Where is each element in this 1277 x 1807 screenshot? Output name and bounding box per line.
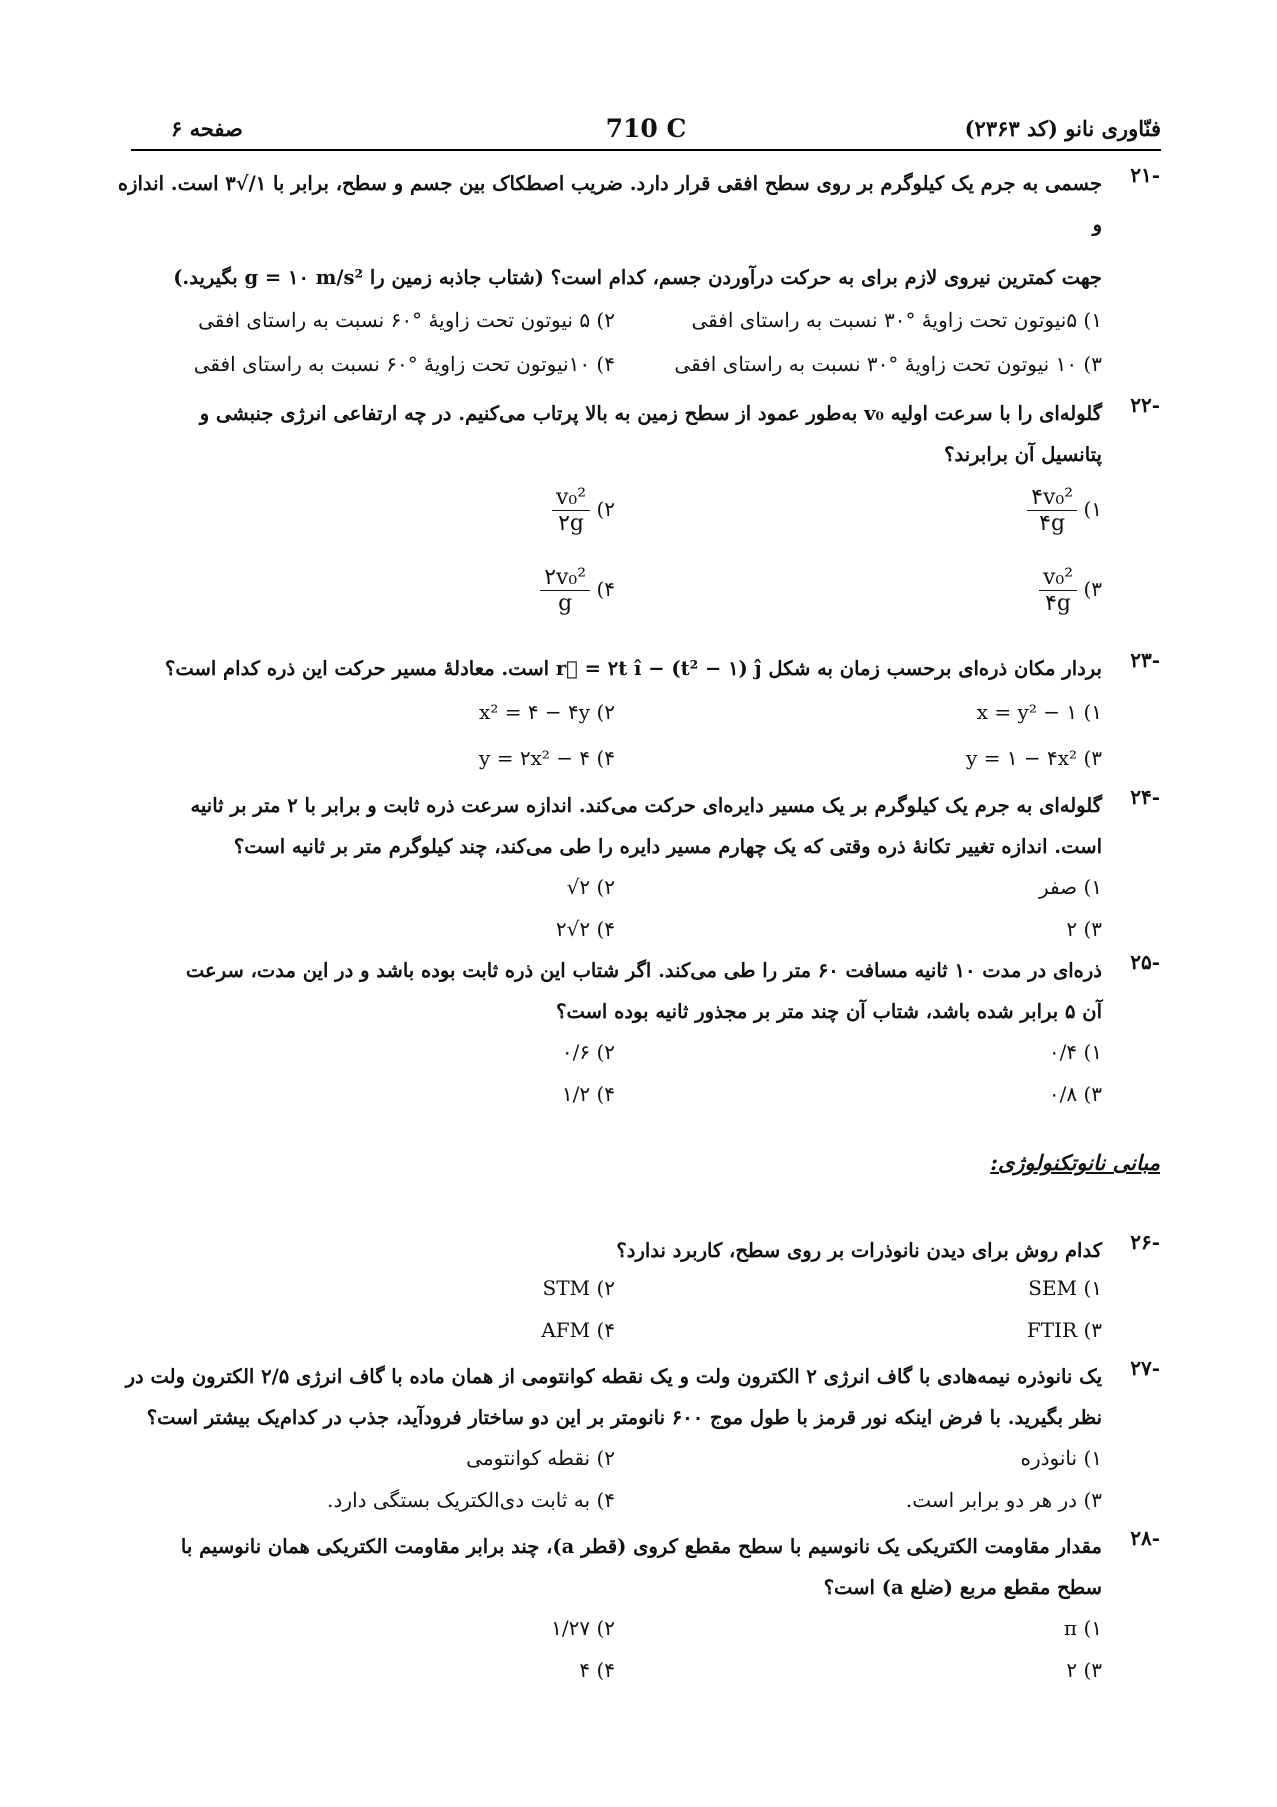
question-24 <box>110 785 1160 867</box>
option-label: ۲) <box>596 700 615 724</box>
question-number: -۲۴ <box>1130 785 1160 809</box>
fraction <box>1039 565 1077 616</box>
fraction-numerator: v₀² <box>552 485 590 511</box>
question-line: گلوله‌ای به جرم یک کیلوگرم بر یک مسیر دایره‌ای حرکت می‌کند. اندازه سرعت ذره ثابت و برابر با ۲ متر بر ثانیه <box>190 794 1102 817</box>
question-text <box>110 950 1102 1032</box>
option-expression: y = ۲x² − ۴ <box>479 746 591 770</box>
option-expression: SEM <box>1028 1276 1078 1300</box>
question-28 <box>110 1526 1160 1608</box>
option-1[interactable] <box>1027 485 1102 536</box>
page-number: صفحه ۶ <box>171 116 243 141</box>
question-21 <box>110 163 1160 298</box>
option-label: ۴) <box>596 1488 615 1512</box>
question-line: یک نانوذره نیمه‌هادی با گاف انرژی ۲ الکترون ولت و یک نقطه کوانتومی از همان ماده با گاف انرژی ۲/۵ الکترون ولت در <box>125 1365 1102 1388</box>
option-1[interactable] <box>1028 1276 1102 1300</box>
option-4[interactable] <box>579 1658 615 1682</box>
option-label: ۱) <box>1083 497 1102 521</box>
option-expression: y = ۱ − ۴x² <box>966 746 1078 770</box>
option-label: ۱) <box>1083 1276 1102 1300</box>
subject-title: فنّاوری نانو (کد ۲۳۶۳) <box>964 116 1161 141</box>
option-expression: نقطه کوانتومی <box>466 1446 591 1470</box>
question-line: جهت کمترین نیروی لازم برای به حرکت درآوردن جسم، کدام است؟ (شتاب جاذبه زمین را g = ۱۰ m/s² بگیرید.) <box>173 266 1102 289</box>
option-2[interactable]: ۲) ۵ نیوتون تحت زاویهٔ °۶۰ نسبت به راستای افقی <box>198 308 615 332</box>
option-3[interactable] <box>906 1488 1102 1512</box>
question-text <box>110 163 1102 298</box>
option-2[interactable] <box>543 1276 615 1300</box>
option-label: ۳) <box>1083 1488 1102 1512</box>
fraction <box>540 565 590 616</box>
option-4[interactable] <box>541 1318 615 1342</box>
option-label: ۱) <box>1083 1446 1102 1470</box>
option-expression: ۲ <box>1066 1658 1078 1682</box>
question-number: -۲۸ <box>1130 1526 1160 1550</box>
option-label: ۴) <box>596 1318 615 1342</box>
option-3[interactable] <box>966 746 1102 770</box>
option-4[interactable] <box>562 1082 615 1106</box>
option-label: ۲) <box>596 1446 615 1470</box>
option-expression: ۲√۲ <box>555 917 591 941</box>
option-label: ۲) <box>596 875 615 899</box>
option-expression: ۱/۲ <box>561 1082 591 1106</box>
option-label: ۱) <box>1083 1616 1102 1640</box>
option-label: ۲) <box>596 1616 615 1640</box>
question-line: بردار مکان ذره‌ای برحسب زمان به شکل r⃗ = ۲t î − (t² − ۱) ĵ است. معادلهٔ مسیر حرکت این ذره کدام است؟ <box>165 657 1102 680</box>
option-expression: صفر <box>1038 875 1078 899</box>
option-label: ۲) <box>596 497 615 521</box>
option-expression: π <box>1063 1616 1078 1640</box>
fraction-numerator: ۲v₀² <box>540 565 590 591</box>
option-1[interactable]: ۱) ۵نیوتون تحت زاویهٔ °۳۰ نسبت به راستای افقی <box>691 308 1102 332</box>
header-divider <box>131 149 1161 151</box>
page-header <box>131 114 1161 148</box>
fraction-numerator: ۴v₀² <box>1027 485 1077 511</box>
option-label: ۳) <box>1083 917 1102 941</box>
question-line: پتانسیل آن برابرند؟ <box>944 443 1102 466</box>
option-3[interactable] <box>1027 1318 1102 1342</box>
option-2[interactable] <box>479 700 615 724</box>
question-number: -۲۷ <box>1130 1356 1160 1380</box>
option-label: ۲) <box>596 1276 615 1300</box>
option-label: ۱) <box>1083 875 1102 899</box>
question-text <box>110 1230 1102 1271</box>
question-27 <box>110 1356 1160 1438</box>
question-text <box>110 1526 1102 1608</box>
option-2[interactable] <box>562 1040 615 1064</box>
question-22 <box>110 393 1160 475</box>
question-text <box>110 785 1102 867</box>
question-line: مقدار مقاومت الکتریکی یک نانوسیم با سطح مقطع کروی (قطر a)، چند برابر مقاومت الکتریکی همان نانوسیم با <box>180 1535 1102 1558</box>
option-expression: ۱/۲۷ <box>551 1616 591 1640</box>
option-4[interactable] <box>479 746 615 770</box>
option-2[interactable] <box>552 485 615 536</box>
option-expression: ۴ <box>579 1658 591 1682</box>
option-label: ۱) <box>1083 700 1102 724</box>
section-title: مبانی نانوتکنولوژی: <box>990 1150 1160 1175</box>
fraction-denominator: ۲g <box>558 511 584 536</box>
option-label: ۲) <box>596 1040 615 1064</box>
question-line: کدام روش برای دیدن نانوذرات بر روی سطح، کاربرد ندارد؟ <box>616 1239 1102 1262</box>
booklet-code: 710 C <box>605 114 687 143</box>
question-text <box>110 1356 1102 1438</box>
question-line: آن ۵ برابر شده باشد، شتاب آن چند متر بر مجذور ثانیه بوده است؟ <box>556 1000 1102 1023</box>
option-3[interactable] <box>1066 1658 1102 1682</box>
option-label: ۴) <box>596 917 615 941</box>
option-expression: نانوذره <box>1020 1446 1078 1470</box>
question-number: -۲۳ <box>1130 648 1160 672</box>
option-expression: ۰/۶ <box>561 1040 591 1064</box>
question-number: -۲۱ <box>1130 163 1160 187</box>
option-expression: √۲ <box>566 875 591 899</box>
question-25 <box>110 950 1160 1032</box>
fraction-numerator: v₀² <box>1039 565 1077 591</box>
option-expression: STM <box>542 1276 591 1300</box>
fraction <box>1027 485 1077 536</box>
question-number: -۲۵ <box>1130 950 1160 974</box>
option-1[interactable] <box>1020 1446 1102 1470</box>
fraction-denominator: ۴g <box>1039 511 1066 536</box>
question-line: سطح مقطع مربع (ضلع a) است؟ <box>823 1576 1102 1599</box>
option-2[interactable] <box>466 1446 615 1470</box>
option-label: ۴) <box>596 577 615 601</box>
option-2[interactable] <box>567 875 615 899</box>
option-1[interactable] <box>1039 875 1102 899</box>
option-4[interactable]: ۴) ۱۰نیوتون تحت زاویهٔ °۶۰ نسبت به راستای افقی <box>193 352 615 376</box>
option-3[interactable] <box>1066 917 1102 941</box>
option-expression: در هر دو برابر است. <box>905 1488 1078 1512</box>
fraction <box>552 485 590 536</box>
option-expression: AFM <box>541 1318 591 1342</box>
option-label: ۳) <box>1083 1658 1102 1682</box>
option-label: ۱) <box>1083 1040 1102 1064</box>
option-expression: به ثابت دی‌الکتریک بستگی دارد. <box>327 1488 591 1512</box>
option-label: ۳) <box>1083 1082 1102 1106</box>
question-26 <box>110 1230 1160 1271</box>
option-label: ۴) <box>596 1082 615 1106</box>
question-text <box>110 648 1102 689</box>
question-line: ذره‌ای در مدت ۱۰ ثانیه مسافت ۶۰ متر را طی می‌کند. اگر شتاب این ذره ثابت بوده باشد و در این مدت، سرعت <box>185 959 1102 982</box>
option-expression: ۰/۸ <box>1048 1082 1078 1106</box>
question-line: است. اندازه تغییر تکانهٔ ذره وقتی که یک چهارم مسیر دایره را طی می‌کند، چند کیلوگرم متر بر ثانیه است؟ <box>233 835 1102 858</box>
option-label: ۳) <box>1083 746 1102 770</box>
question-line: گلوله‌ای را با سرعت اولیه v₀ به‌طور عمود از سطح زمین به بالا پرتاب می‌کنیم. در چه ارتفاعی انرژی جنبشی و <box>199 402 1102 425</box>
option-4[interactable] <box>556 917 615 941</box>
option-label: ۳) <box>1083 577 1102 601</box>
option-1[interactable] <box>1049 1040 1102 1064</box>
option-label: ۴) <box>596 746 615 770</box>
option-label: ۴) <box>596 1658 615 1682</box>
fraction-denominator: ۴g <box>1045 591 1071 616</box>
option-label: ۳) <box>1083 1318 1102 1342</box>
option-3[interactable] <box>1039 565 1102 616</box>
question-number: -۲۶ <box>1130 1230 1160 1254</box>
option-expression: ۲ <box>1066 917 1078 941</box>
option-expression: x = y² − ۱ <box>976 700 1078 724</box>
question-23 <box>110 648 1160 689</box>
question-number: -۲۲ <box>1130 393 1160 417</box>
option-3[interactable]: ۳) ۱۰ نیوتون تحت زاویهٔ °۳۰ نسبت به راستای افقی <box>674 352 1102 376</box>
option-4[interactable] <box>327 1488 615 1512</box>
option-1[interactable] <box>977 700 1102 724</box>
option-expression: ۰/۴ <box>1048 1040 1078 1064</box>
option-4[interactable] <box>540 565 615 616</box>
fraction-denominator: g <box>558 591 573 616</box>
option-2[interactable] <box>551 1616 615 1640</box>
option-expression: x² = ۴ − ۴y <box>479 700 591 724</box>
question-line: نظر بگیرید. با فرض اینکه نور قرمز با طول موج ۶۰۰ نانومتر بر این دو ساختار فرودآید، جذب در کدام‌یک بیشتر است؟ <box>146 1406 1102 1429</box>
question-line: جسمی به جرم یک کیلوگرم بر روی سطح افقی قرار دارد. ضریب اصطکاک بین جسم و سطح، برابر با ۱/√۳ است. اندازه و <box>117 172 1102 236</box>
option-1[interactable] <box>1064 1616 1102 1640</box>
option-3[interactable] <box>1049 1082 1102 1106</box>
option-expression: FTIR <box>1026 1318 1078 1342</box>
question-text <box>110 393 1102 475</box>
